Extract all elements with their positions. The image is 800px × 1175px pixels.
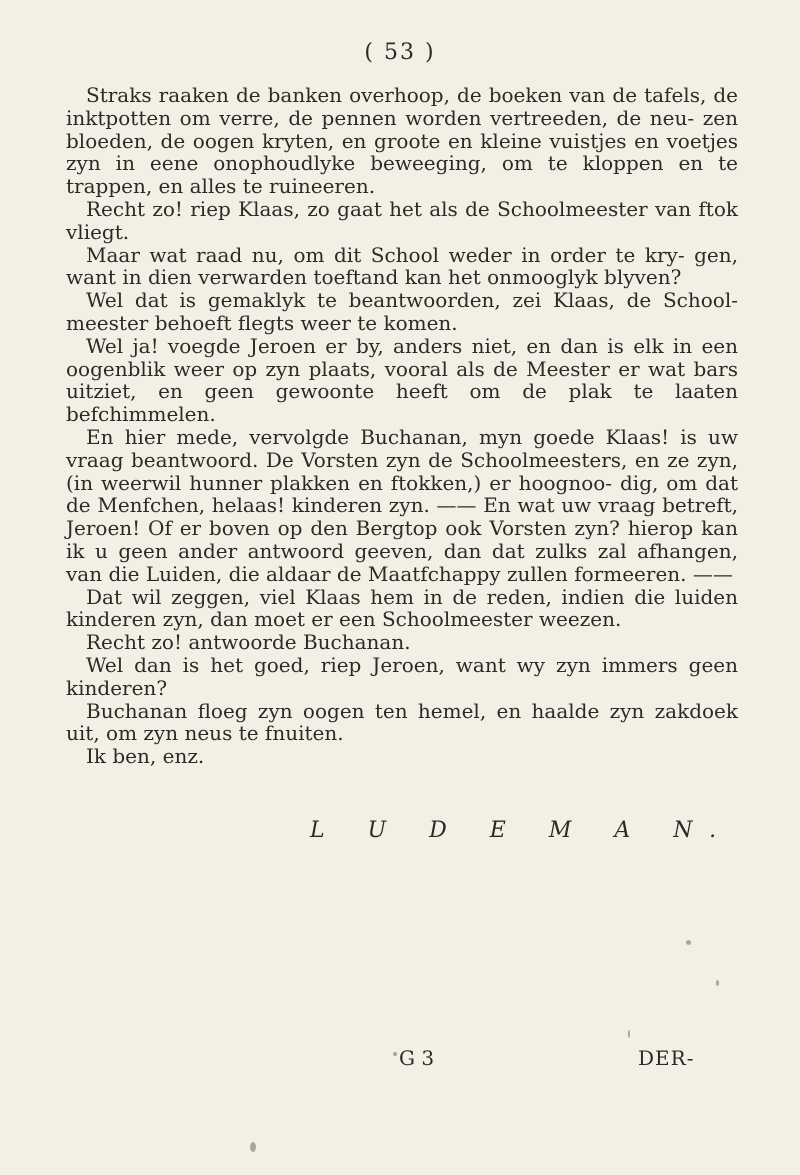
paragraph: En hier mede, vervolgde Buchanan, myn goede Klaas! is uw vraag beantwoord. De Vorsten zyn de Schoolmeesters, en ze zyn, (in weerwil hunner plakken en ftokken,) er hoognoo- dig, om dat de Menfchen, helaas! kinderen zyn. —— En wat uw vraag betreft, Jeroen! Of er boven op den Bergtop ook Vorsten zyn? hierop kan ik u geen ander antwoord geeven, dan dat zulks zal afhangen, van die Luiden, die aldaar de Maatfchappy zullen formeeren. —— [66, 424, 738, 586]
paragraph: Dat wil zeggen, viel Klaas hem in de reden, indien die luiden kinderen zyn, dan moet er een Schoolmeester weezen. [66, 584, 738, 632]
paragraph: Wel dan is het goed, riep Jeroen, want wy zyn immers geen kinderen? [66, 652, 738, 700]
paragraph: Straks raaken de banken overhoop, de boeken van de tafels, de inktpotten om verre, de pennen worden vertreeden, de neu- zen bloeden, de oogen kryten, en groote en kleine vuistjes en voetjes zyn in eene onophoudlyke beweeging, om te kloppen en te trappen, en alles te ruineeren. [66, 83, 738, 199]
paragraph: Recht zo! riep Klaas, zo gaat het als de Schoolmeester van ftok vliegt. [66, 196, 738, 244]
paragraph: Recht zo! antwoorde Buchanan. [86, 630, 411, 655]
paper-speck [628, 1030, 630, 1038]
paper-speck [716, 980, 719, 986]
catchword: DER- [638, 1046, 695, 1070]
paragraph: Maar wat raad nu, om dit School weder in order te kry- gen, want in dien verwarden toeftand kan het onmooglyk blyven? [66, 242, 738, 290]
paragraph: Ik ben, enz. [86, 744, 205, 769]
paper-speck [686, 940, 691, 945]
author-signature: L U D E M A N. [310, 818, 735, 843]
paper-speck [250, 1142, 256, 1152]
signature-mark: G 3 [399, 1046, 435, 1070]
paragraph: Wel dat is gemaklyk te beantwoorden, zei Klaas, de School- meester behoeft flegts weer te komen. [66, 288, 738, 335]
paragraph: Wel ja! voegde Jeroen er by, anders niet, en dan is elk in een oogenblik weer op zyn plaats, vooral als de Meester er wat bars uitziet, en geen gewoonte heeft om de plak te laaten befchimmelen. [66, 333, 738, 427]
page-number: ( 53 ) [364, 40, 436, 65]
body-text [66, 84, 738, 768]
paper-speck [393, 1052, 397, 1056]
paragraph: Buchanan floeg zyn oogen ten hemel, en haalde zyn zakdoek uit, om zyn neus te fnuiten. [66, 698, 738, 746]
